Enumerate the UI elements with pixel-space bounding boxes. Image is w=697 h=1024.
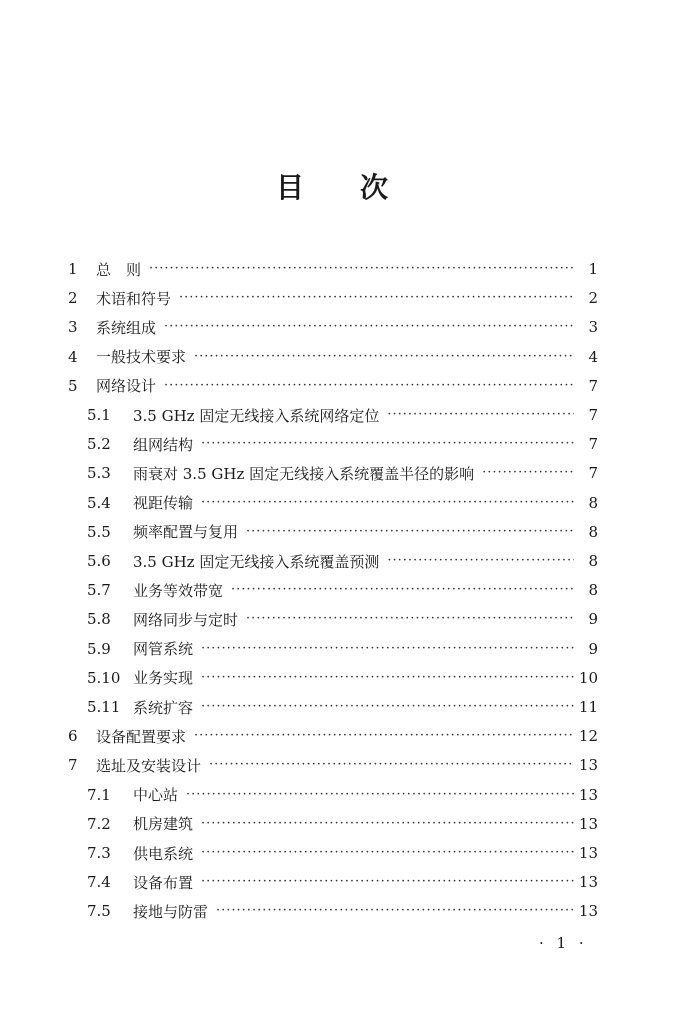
toc-entry-number: 3 [68,318,78,337]
toc-entry [87,898,598,924]
toc-entry-label: 设备布置 [133,873,194,892]
toc-entry-label: 雨衰对 3.5 GHz 固定无线接入系统覆盖半径的影响 [133,464,475,483]
toc-entry [87,665,598,691]
toc-entry [87,636,598,662]
toc-entry-number: 5.8 [87,610,111,629]
toc-entry [68,373,598,399]
toc-entry-page: 8 [588,552,598,570]
toc-entry-page: 2 [588,289,598,308]
toc-leader-dots [201,665,574,691]
toc-entry-label: 网络同步与定时 [133,610,239,629]
toc-leader-dots [246,606,574,632]
toc-entry-label: 网络设计 [96,377,157,396]
toc-entry-number: 7.5 [87,902,111,921]
toc-entry [68,314,598,340]
toc-entry-number: 5.3 [87,464,111,483]
toc-entry [87,811,598,837]
toc-entry-page: 3 [588,318,598,337]
toc-entry-number: 5.6 [87,552,111,570]
toc-entry-label: 一般技术要求 [96,348,187,367]
toc-entry-page: 7 [588,376,598,395]
toc-entry-number: 5.10 [87,668,121,687]
toc-entry-label: 供电系统 [133,844,194,863]
toc-entry-label: 网管系统 [133,640,194,659]
toc-entry [87,606,598,632]
toc-entry-label: 3.5 GHz 固定无线接入系统覆盖预测 [133,552,380,571]
toc-entry [68,752,598,778]
toc-entry-number: 6 [68,727,78,746]
toc-entry [87,490,598,516]
toc-entry-page: 10 [578,668,598,687]
toc-entry [87,519,598,545]
toc-entry-number: 1 [68,260,78,278]
toc-leader-dots [164,373,574,399]
toc-leader-dots [179,285,574,311]
toc-entry-label: 设备配置要求 [96,727,187,746]
toc-entry [87,431,598,457]
toc-entry-page: 9 [588,639,598,658]
toc-entry-page: 13 [578,814,598,833]
toc-leader-dots [201,431,574,457]
toc-leader-dots [482,460,574,486]
toc-entry-number: 5.7 [87,581,111,600]
toc-entry-page: 13 [578,902,598,921]
toc-entry-label: 接地与防雷 [133,902,209,921]
toc-entry-label: 机房建筑 [133,815,194,834]
toc-entry-label: 组网结构 [133,435,194,454]
toc-entry-page: 8 [588,581,598,600]
toc-entry-number: 4 [68,347,78,366]
toc-entry-page: 13 [578,756,598,775]
toc-entry [87,548,598,574]
toc-entry [87,694,598,720]
toc-leader-dots [201,694,574,720]
toc-entry-label: 视距传输 [133,494,194,513]
toc-leader-dots [194,723,574,749]
toc-entry-number: 7.4 [87,873,111,892]
toc-entry-number: 7.3 [87,844,111,862]
toc-entry-page: 8 [588,493,598,512]
toc-leader-dots [201,636,574,662]
toc-entry-page: 12 [578,727,598,746]
toc-entry-number: 5.11 [87,698,121,716]
toc-entry-number: 5.1 [87,406,111,424]
toc-entry-page: 11 [578,698,598,716]
toc-entry-label: 选址及安装设计 [96,756,202,775]
toc-leader-dots [149,256,574,282]
toc-entry-page: 1 [588,260,598,278]
toc-entry [68,256,598,282]
toc-leader-dots [201,490,574,516]
toc-leader-dots [194,344,574,370]
toc-entry [87,577,598,603]
toc-entry-number: 5.4 [87,493,111,512]
toc-entry-number: 5.2 [87,435,111,454]
toc-entry-label: 3.5 GHz 固定无线接入系统网络定位 [133,406,380,425]
toc-entry-number: 5.9 [87,639,111,658]
toc-leader-dots [186,782,574,808]
toc-entry [68,344,598,370]
toc-entry-label: 术语和符号 [96,289,172,308]
toc-leader-dots [209,752,574,778]
toc-entry [87,460,598,486]
toc-entry [87,402,598,428]
toc-entry-number: 5.5 [87,522,111,541]
toc-entry-number: 2 [68,289,78,308]
toc-entry-page: 8 [588,522,598,541]
toc-leader-dots [216,898,574,924]
toc-leader-dots [164,314,574,340]
toc-entry-label: 总 则 [96,260,142,279]
toc-leader-dots [201,811,574,837]
toc-entry-page: 13 [578,785,598,804]
toc-entry-page: 7 [588,435,598,454]
toc-entry [87,782,598,808]
toc-entry-page: 9 [588,610,598,629]
toc-entry-number: 5 [68,376,78,395]
page-number-footer: · 1 · [539,934,588,952]
toc-entry-label: 业务等效带宽 [133,581,224,600]
toc-entry-page: 13 [578,844,598,862]
toc-leader-dots [201,840,574,866]
title-char-1: 目 [276,171,305,204]
toc-entry-number: 7 [68,756,78,775]
toc-entry [68,723,598,749]
toc-entry-page: 4 [588,347,598,366]
toc-leader-dots [231,577,574,603]
toc-entry-page: 7 [588,464,598,483]
toc-entry-number: 7.2 [87,814,111,833]
toc-leader-dots [387,402,574,428]
toc-entry-page: 7 [588,406,598,424]
toc-leader-dots [246,519,574,545]
title-char-2: 次 [360,171,389,204]
toc-entry-label: 业务实现 [133,669,194,688]
toc-entry-number: 7.1 [87,785,111,804]
toc-entry-label: 系统组成 [96,318,157,337]
toc-entry [87,840,598,866]
toc-entry-label: 频率配置与复用 [133,523,239,542]
toc-entry [68,285,598,311]
toc-entry [87,869,598,895]
toc-entry-page: 13 [578,873,598,892]
toc-entry-label: 系统扩容 [133,698,194,717]
toc-leader-dots [387,548,574,574]
toc-entry-label: 中心站 [133,786,179,805]
toc-leader-dots [201,869,574,895]
